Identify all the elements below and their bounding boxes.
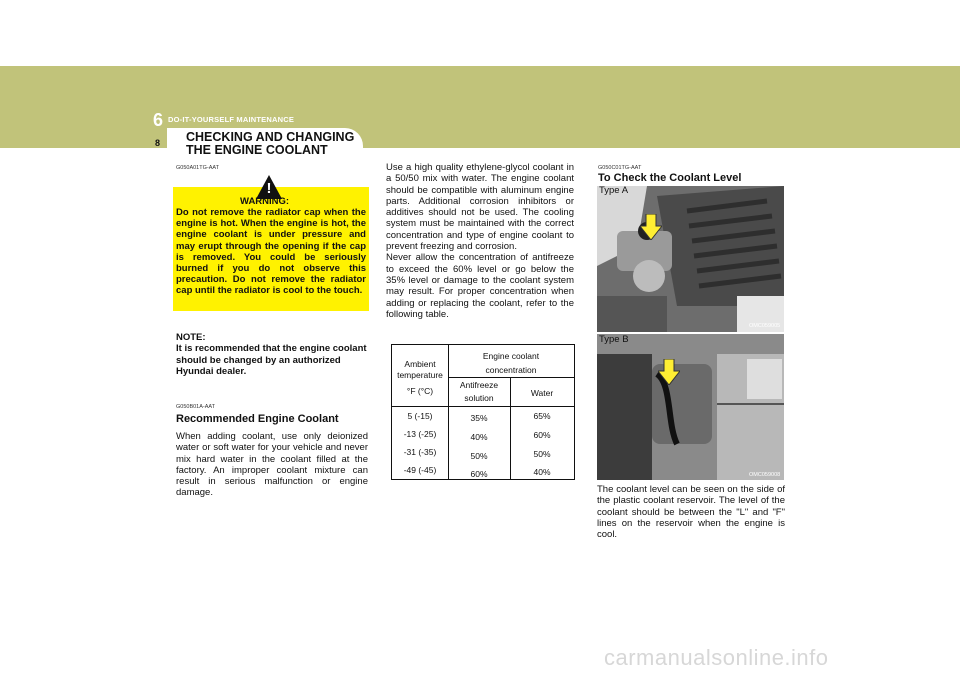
- table-cell: 50%: [533, 449, 551, 459]
- table-divider: [392, 406, 574, 407]
- table-header-antifreeze: [448, 379, 510, 405]
- section-title: [186, 131, 354, 157]
- section-title-line2: THE ENGINE COOLANT: [186, 143, 328, 157]
- table-cell: 35%: [470, 413, 488, 423]
- table-cell: 50%: [470, 451, 488, 461]
- photo-label-type-a: Type A: [599, 186, 629, 196]
- arrow-down-icon: [640, 214, 662, 240]
- note-text: It is recommended that the engine coolant should be changed by an authorized Hyundai dealer.: [176, 343, 367, 378]
- engine-illustration: [597, 334, 784, 480]
- middle-text-1: Use a high quality ethylene-glycol coolant in a 50/50 mix with water. The engine coolant should be compatible with aluminum engine parts. Additional corrosion inhibitors or additives should not be used. The cooling system must be maintained with the correct concentration and type of engine coolant to prevent freezing and corrosion.: [386, 162, 574, 253]
- table-header-temp: [392, 359, 448, 397]
- table-cell: 5 (-15): [407, 411, 433, 421]
- engine-illustration: [597, 186, 784, 332]
- photo-code-type-a: OMC059005: [749, 323, 781, 329]
- table-cell: 60%: [533, 430, 551, 440]
- table-header-text: temperature: [397, 370, 443, 380]
- watermark: carmanualsonline.info: [604, 645, 829, 670]
- table-cell: 40%: [533, 467, 551, 477]
- table-cell: -49 (-45): [403, 465, 437, 475]
- note-title: NOTE:: [176, 332, 206, 343]
- right-title: To Check the Coolant Level: [598, 172, 742, 184]
- table-header-text: concentration: [485, 365, 537, 375]
- engine-photo-type-a: [597, 186, 784, 332]
- right-text: The coolant level can be seen on the side of the plastic coolant reservoir. The level of the coolant should be between the "L" and "F" lines on the reservoir when the engine is cool.: [597, 484, 785, 541]
- table-header-text: solution: [464, 393, 494, 403]
- table-header-text: Engine coolant: [482, 351, 540, 361]
- table-header-text: Ambient: [404, 359, 436, 369]
- header-band: [0, 66, 960, 148]
- table-cell: -31 (-35): [403, 447, 437, 457]
- coolant-table: [391, 344, 575, 480]
- chapter-title: DO-IT-YOURSELF MAINTENANCE: [168, 115, 295, 124]
- sub-code: G050B01A-AAT: [176, 404, 216, 410]
- page-number: 8: [155, 138, 161, 148]
- table-cell: 60%: [470, 469, 488, 479]
- sub-title: Recommended Engine Coolant: [176, 413, 339, 425]
- table-cell: 40%: [470, 432, 488, 442]
- table-cell: 65%: [533, 411, 551, 421]
- photo-label-type-b: Type B: [599, 334, 629, 345]
- note: [176, 332, 368, 378]
- arrow-down-icon: [658, 359, 680, 385]
- warning-exclamation-icon: !: [266, 180, 272, 197]
- table-cell: -13 (-25): [403, 429, 437, 439]
- table-divider: [448, 377, 574, 378]
- table-header-group: [448, 349, 574, 377]
- engine-photo-type-b: [597, 334, 784, 480]
- photo-code-type-b: OMC059008: [749, 472, 781, 478]
- table-header-water: Water: [530, 388, 554, 398]
- chapter-number: 6: [153, 110, 164, 130]
- warning-code: G050A01TG-AAT: [176, 165, 219, 171]
- table-header-text: °F (°C): [406, 386, 434, 396]
- warning-text: Do not remove the radiator cap when the engine is hot. When the engine is hot, the engine coolant is under pressure and may erupt through the opening if the cap is removed. You could be seriously burned if you do not observe this precaution. Do not remove the radiator cap until the radiator is cool to the touch.: [176, 207, 366, 297]
- middle-text-2: Never allow the concentration of antifreeze to exceed the 60% level or go below the 35% level or damage to the coolant system may result. For proper concentration when adding or replacing the coolant, refer to the following table.: [386, 252, 574, 320]
- section-title-line1: CHECKING AND CHANGING: [186, 130, 355, 144]
- right-code: G050C01TG-AAT: [598, 165, 642, 171]
- table-header-text: Antifreeze: [459, 380, 499, 390]
- sub-text: When adding coolant, use only deionized water or soft water for your vehicle and never mix hard water in the coolant filled at the factory. An improper coolant mixture can result in serious malfunction or engine damage.: [176, 431, 368, 499]
- middle-text: [386, 162, 574, 320]
- warning-title: WARNING:: [240, 196, 290, 207]
